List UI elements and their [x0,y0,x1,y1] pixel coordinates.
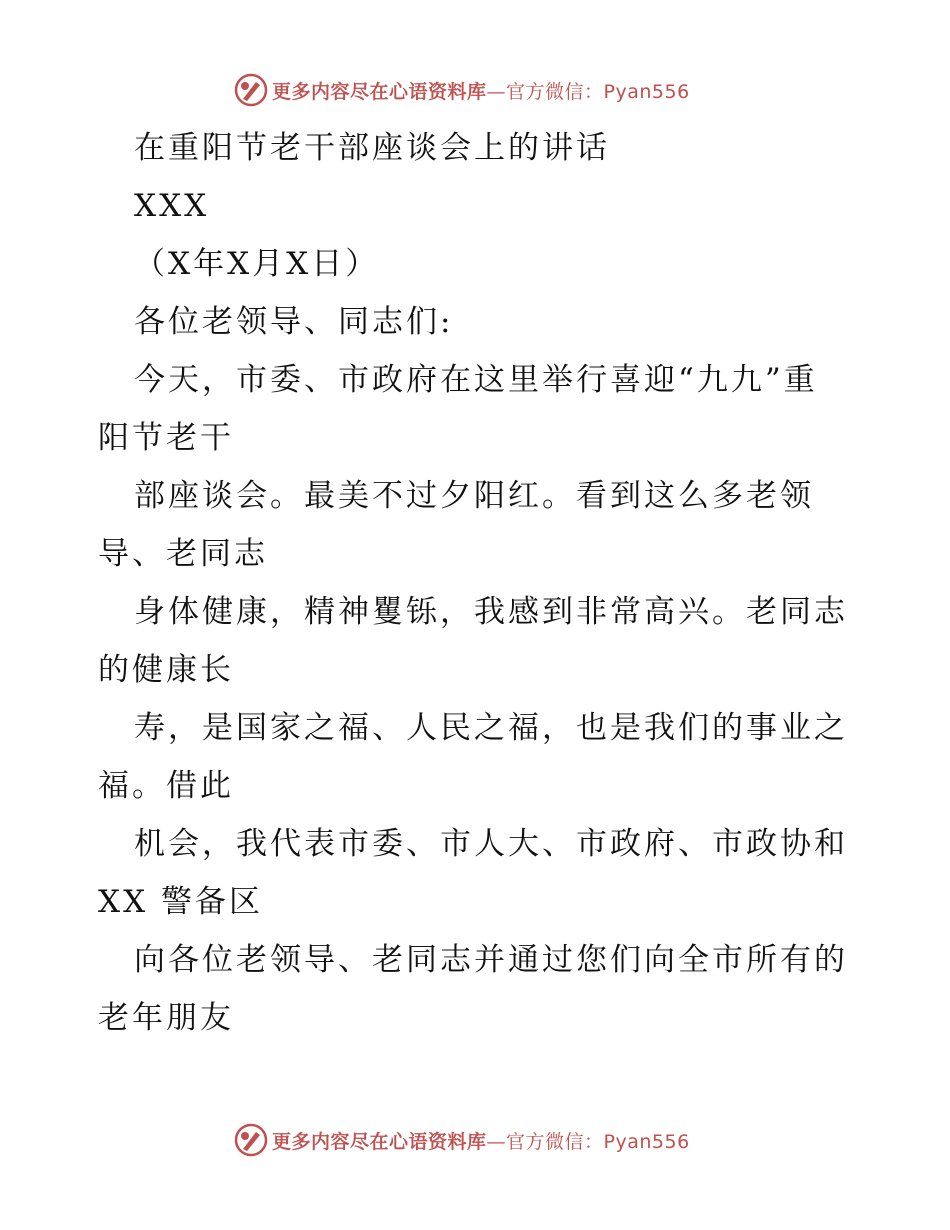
watermark-sub: 官方微信： [506,1130,604,1153]
doc-title: 在重阳节老干部座谈会上的讲话 [134,130,610,166]
pen-logo-icon [234,73,268,107]
watermark-id: Pyan556 [603,1130,690,1153]
doc-line: 导、老同志 [98,536,268,572]
pen-logo-icon [234,1123,268,1157]
doc-author: XXX [134,188,210,224]
watermark-id: Pyan556 [603,80,690,103]
doc-line: 寿，是国家之福、人民之福，也是我们的事业之 [134,710,848,746]
doc-line: 今天，市委、市政府在这里举行喜迎“九九”重 [134,362,818,398]
doc-line: 机会，我代表市委、市人大、市政府、市政协和 [134,826,848,862]
doc-line: 老年朋友 [98,1000,234,1036]
doc-line: 阳节老干 [98,420,234,456]
doc-salutation: 各位老领导、同志们: [134,304,454,340]
watermark-text [272,1127,690,1154]
doc-line: 部座谈会。最美不过夕阳红。看到这么多老领 [134,478,814,514]
watermark-dash: — [486,1130,507,1153]
doc-line: 的健康长 [98,652,234,688]
watermark-main: 更多内容尽在心语资料库 [272,1130,487,1153]
watermark-dash: — [486,80,507,103]
footer-watermark [234,1122,734,1158]
doc-date: （X年X月X日） [134,246,380,282]
watermark-sub: 官方微信： [506,80,604,103]
doc-line: 向各位老领导、老同志并通过您们向全市所有的 [134,942,848,978]
watermark-main: 更多内容尽在心语资料库 [272,80,487,103]
watermark-text [272,77,690,104]
doc-line: 福。借此 [98,768,234,804]
doc-line: 身体健康，精神矍铄，我感到非常高兴。老同志 [134,594,848,630]
doc-line: XX 警备区 [98,884,263,920]
header-watermark [234,72,734,108]
